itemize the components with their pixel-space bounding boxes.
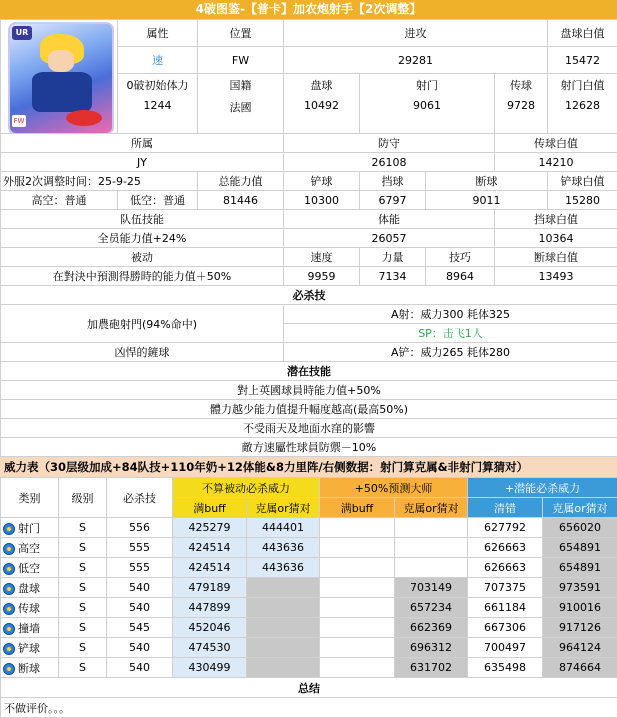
cell-move: 556 xyxy=(107,518,173,538)
category-icon xyxy=(3,563,15,575)
cell-b xyxy=(247,618,320,638)
attack-label: 进攻 xyxy=(284,20,548,47)
cell-cat xyxy=(1,618,59,638)
cell-move: 540 xyxy=(107,578,173,598)
potential-item: 不受雨天及地面水窪的影響 xyxy=(1,419,617,438)
cell-c xyxy=(320,558,395,578)
cell-c xyxy=(320,518,395,538)
cell-lvl: S xyxy=(59,638,107,658)
intercept-white-label: 断球白值 xyxy=(495,248,617,267)
category-label: 低空 xyxy=(18,562,40,575)
table-row xyxy=(1,518,617,538)
adjust-time: 外服2次调整时间：25-9-25 xyxy=(1,172,198,191)
cell-move: 540 xyxy=(107,598,173,618)
cell-b xyxy=(247,638,320,658)
category-label: 撞墙 xyxy=(18,622,40,635)
table-row xyxy=(1,558,617,578)
category-icon xyxy=(3,663,15,675)
cell-cat xyxy=(1,518,59,538)
table-row xyxy=(1,658,617,678)
shoot-white-label: 射门白值 xyxy=(550,77,615,93)
cell-f: 654891 xyxy=(543,558,617,578)
body-value: 26057 xyxy=(284,229,495,248)
move2-name: 凶悍的鏟球 xyxy=(1,343,284,362)
speed-label: 速度 xyxy=(284,248,360,267)
dribble-white-label: 盘球白值 xyxy=(548,20,617,47)
shoot-value: 9061 xyxy=(362,99,492,112)
total-label: 总能力值 xyxy=(198,172,284,191)
cell-a: 424514 xyxy=(173,538,247,558)
passive-label: 被动 xyxy=(1,248,284,267)
shoot-white-group xyxy=(548,74,617,134)
cell-cat xyxy=(1,598,59,618)
pass-white-label: 传球白值 xyxy=(495,134,617,153)
table-row xyxy=(1,618,617,638)
category-label: 传球 xyxy=(18,602,40,615)
power-rows xyxy=(1,518,617,678)
passive-value: 在對決中預測得勝時的能力值＋50% xyxy=(1,267,284,286)
cell-d xyxy=(395,538,468,558)
cell-d: 703149 xyxy=(395,578,468,598)
table-row xyxy=(1,638,617,658)
pos-value: FW xyxy=(198,47,284,74)
cell-a: 425279 xyxy=(173,518,247,538)
header-group-2: +50%预测大师 xyxy=(320,478,468,498)
cell-move: 555 xyxy=(107,558,173,578)
cell-lvl: S xyxy=(59,618,107,638)
cell-cat xyxy=(1,558,59,578)
table-row xyxy=(1,598,617,618)
player-card-image xyxy=(8,22,114,134)
subheader-clear: 清错 xyxy=(468,498,543,518)
attack-value: 29281 xyxy=(284,47,548,74)
cell-f: 910016 xyxy=(543,598,617,618)
speed-value: 9959 xyxy=(284,267,360,286)
high-air: 高空：普通 xyxy=(1,191,118,210)
cell-f: 656020 xyxy=(543,518,617,538)
stamina-group xyxy=(118,74,198,134)
cell-lvl: S xyxy=(59,598,107,618)
cell-a: 479189 xyxy=(173,578,247,598)
category-icon xyxy=(3,623,15,635)
category-label: 高空 xyxy=(18,542,40,555)
cell-d: 696312 xyxy=(395,638,468,658)
subheader-counter: 克属or猜对 xyxy=(247,498,320,518)
attr-label: 属性 xyxy=(118,20,198,47)
power-value: 7134 xyxy=(360,267,426,286)
move1-sp: SP：击飞1人 xyxy=(284,324,617,343)
team-value: JY xyxy=(1,153,284,172)
potential-item: 對上英國球員時能力值+50% xyxy=(1,381,617,400)
cell-lvl: S xyxy=(59,538,107,558)
category-icon xyxy=(3,603,15,615)
summary-text: 不做评价。。。 xyxy=(1,698,617,718)
header-level: 级别 xyxy=(59,478,107,518)
dribble-group xyxy=(284,74,360,134)
category-label: 盘球 xyxy=(18,582,40,595)
cell-a: 474530 xyxy=(173,638,247,658)
attr-value: 速 xyxy=(118,47,198,74)
tackle-white-value: 15280 xyxy=(548,191,617,210)
move1-name: 加農砲射門(94%命中) xyxy=(1,305,284,343)
cell-c xyxy=(320,658,395,678)
cell-d: 662369 xyxy=(395,618,468,638)
intercept-white-value: 13493 xyxy=(495,267,617,286)
defense-label: 防守 xyxy=(284,134,495,153)
fw-badge-icon: FW xyxy=(12,115,26,127)
nation-value: 法國 xyxy=(200,99,281,115)
summary-header: 总结 xyxy=(1,678,617,698)
special-header: 必杀技 xyxy=(1,286,617,305)
ur-badge-icon: UR xyxy=(12,26,32,40)
cell-b: 443636 xyxy=(247,558,320,578)
cell-c xyxy=(320,538,395,558)
cell-e: 635498 xyxy=(468,658,543,678)
cell-cat xyxy=(1,638,59,658)
cell-lvl: S xyxy=(59,558,107,578)
potential-header: 潜在技能 xyxy=(1,362,617,381)
cell-move: 540 xyxy=(107,638,173,658)
header-group-1: 不算被动必杀威力 xyxy=(173,478,320,498)
cell-d: 631702 xyxy=(395,658,468,678)
table-row xyxy=(1,538,617,558)
cell-e: 707375 xyxy=(468,578,543,598)
cell-move: 545 xyxy=(107,618,173,638)
category-label: 射门 xyxy=(18,522,40,535)
cell-cat xyxy=(1,538,59,558)
cell-a: 430499 xyxy=(173,658,247,678)
cell-lvl: S xyxy=(59,578,107,598)
cell-move: 555 xyxy=(107,538,173,558)
cell-c xyxy=(320,598,395,618)
cell-d xyxy=(395,518,468,538)
header-category: 类别 xyxy=(1,478,59,518)
team-skill-label: 队伍技能 xyxy=(1,210,284,229)
table-row xyxy=(1,578,617,598)
tackle-white-label: 铲球白值 xyxy=(548,172,617,191)
skill-value: 8964 xyxy=(426,267,495,286)
power-label: 力量 xyxy=(360,248,426,267)
cell-f: 654891 xyxy=(543,538,617,558)
cell-f: 973591 xyxy=(543,578,617,598)
team-skill-value: 全员能力值+24% xyxy=(1,229,284,248)
cell-cat xyxy=(1,658,59,678)
stats-table xyxy=(0,19,617,457)
defense-value: 26108 xyxy=(284,153,495,172)
intercept-label: 断球 xyxy=(426,172,548,191)
shoot-label: 射门 xyxy=(362,77,492,93)
power-table xyxy=(0,477,617,718)
cell-b xyxy=(247,658,320,678)
category-icon xyxy=(3,643,15,655)
pos-label: 位置 xyxy=(198,20,284,47)
subheader-full-buff: 满buff xyxy=(173,498,247,518)
category-label: 断球 xyxy=(18,662,40,675)
stamina-value: 1244 xyxy=(120,99,195,112)
move2-a: A铲：威力265 耗体280 xyxy=(284,343,617,362)
pass-white-value: 14210 xyxy=(495,153,617,172)
cell-d: 657234 xyxy=(395,598,468,618)
cell-b: 443636 xyxy=(247,538,320,558)
potential-item: 敵方速屬性球員防禦－10% xyxy=(1,438,617,457)
cell-move: 540 xyxy=(107,658,173,678)
block-value: 6797 xyxy=(360,191,426,210)
cell-f: 917126 xyxy=(543,618,617,638)
cell-c xyxy=(320,638,395,658)
block-white-label: 挡球白值 xyxy=(495,210,617,229)
category-icon xyxy=(3,583,15,595)
category-icon xyxy=(3,543,15,555)
body-label: 体能 xyxy=(284,210,495,229)
cell-e: 700497 xyxy=(468,638,543,658)
nation-label: 国籍 xyxy=(200,77,281,93)
cell-b xyxy=(247,578,320,598)
nation-group xyxy=(198,74,284,134)
cell-e: 626663 xyxy=(468,558,543,578)
shoot-group xyxy=(360,74,495,134)
move1-a: A射：威力300 耗体325 xyxy=(284,305,617,324)
tackle-value: 10300 xyxy=(284,191,360,210)
cell-b: 444401 xyxy=(247,518,320,538)
page-title: 4破图鉴-【普卡】加农炮射手【2次调整】 xyxy=(0,0,617,19)
cell-e: 667306 xyxy=(468,618,543,638)
power-table-title: 威力表（30层级加成+84队技+110年奶+12体能&8力里阵/右侧数据：射门算克属&非射门算猜对） xyxy=(0,457,617,477)
cell-e: 661184 xyxy=(468,598,543,618)
cell-c xyxy=(320,578,395,598)
tackle-label: 铲球 xyxy=(284,172,360,191)
card-image-cell xyxy=(1,20,118,134)
cell-a: 447899 xyxy=(173,598,247,618)
dribble-value: 10492 xyxy=(286,99,357,112)
low-air: 低空：普通 xyxy=(118,191,198,210)
cell-f: 964124 xyxy=(543,638,617,658)
pass-label: 传球 xyxy=(497,77,545,93)
cell-c xyxy=(320,618,395,638)
cell-d xyxy=(395,558,468,578)
dribble-white-value: 15472 xyxy=(548,47,617,74)
subheader-counter-3: 克属or猜对 xyxy=(543,498,617,518)
cell-a: 452046 xyxy=(173,618,247,638)
pass-group xyxy=(495,74,548,134)
cell-f: 874664 xyxy=(543,658,617,678)
intercept-value: 9011 xyxy=(426,191,548,210)
cell-b xyxy=(247,598,320,618)
pass-value: 9728 xyxy=(497,99,545,112)
cell-e: 626663 xyxy=(468,538,543,558)
potential-item: 體力越少能力值提升幅度越高(最高50%) xyxy=(1,400,617,419)
header-group-3: +潜能必杀威力 xyxy=(468,478,617,498)
cell-cat xyxy=(1,578,59,598)
dribble-label: 盘球 xyxy=(286,77,357,93)
subheader-full-buff-2: 满buff xyxy=(320,498,395,518)
cell-e: 627792 xyxy=(468,518,543,538)
block-white-value: 10364 xyxy=(495,229,617,248)
block-label: 挡球 xyxy=(360,172,426,191)
cell-a: 424514 xyxy=(173,558,247,578)
team-label: 所属 xyxy=(1,134,284,153)
total-value: 81446 xyxy=(198,191,284,210)
stamina-label: 0破初始体力 xyxy=(120,77,195,93)
category-icon xyxy=(3,523,15,535)
header-move: 必杀技 xyxy=(107,478,173,518)
shoot-white-value: 12628 xyxy=(550,99,615,112)
cell-lvl: S xyxy=(59,518,107,538)
skill-label: 技巧 xyxy=(426,248,495,267)
category-label: 铲球 xyxy=(18,642,40,655)
cell-lvl: S xyxy=(59,658,107,678)
subheader-counter-2: 克属or猜对 xyxy=(395,498,468,518)
